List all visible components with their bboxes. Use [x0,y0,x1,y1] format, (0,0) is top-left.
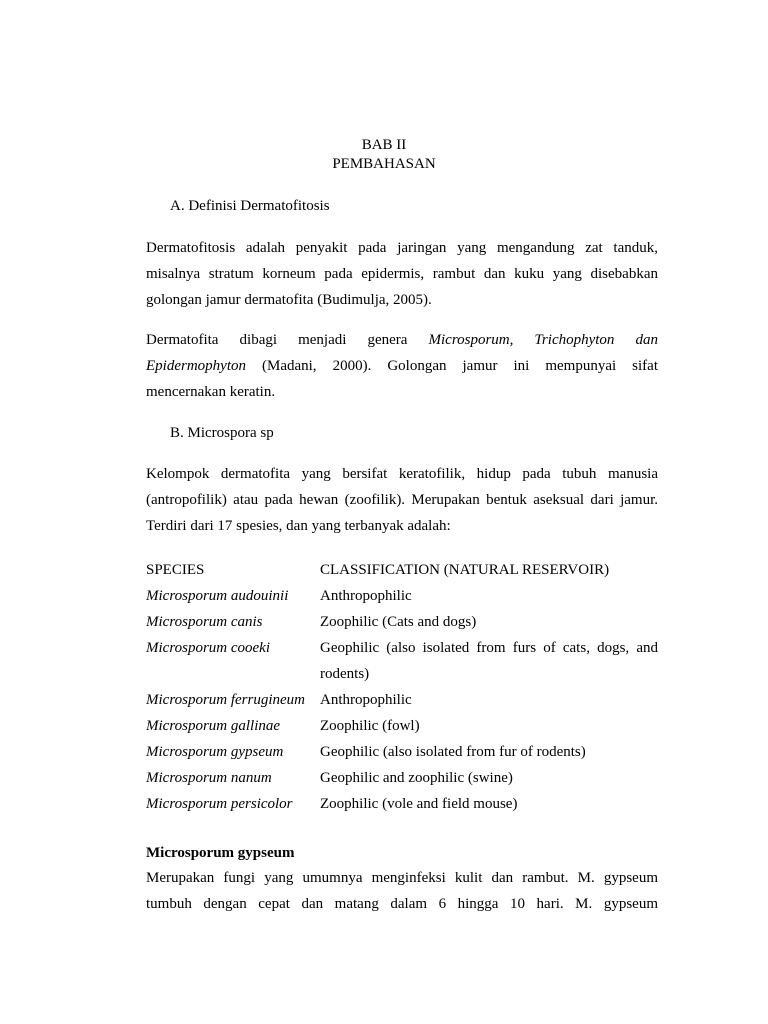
species-name: Microsporum nanum [146,770,272,786]
species-name: Microsporum audouinii [146,588,289,604]
section-b-heading: B. Microspora sp [170,425,274,441]
table-row [146,739,658,765]
species-table [146,557,658,817]
gypseum-heading: Microsporum gypseum [146,845,295,861]
classification: Zoophilic (vole and field mouse) [320,796,518,812]
classification: Geophilic (also isolated from fur of rodents) [320,744,586,760]
paragraph-line: Kelompok dermatofita yang bersifat keratofilik, hidup pada tubuh manusia [146,466,658,482]
chapter-number: BAB II [361,137,407,153]
classification: Zoophilic (fowl) [320,718,420,734]
classification: Zoophilic (Cats and dogs) [320,614,477,630]
classification-line: Geophilic (also isolated from furs of cats, dogs, and [320,640,658,656]
species-name: Microsporum persicolor [146,796,293,812]
classification [320,635,658,687]
classification: Geophilic and zoophilic (swine) [320,770,513,786]
section-a-paragraph-1 [146,235,658,313]
column-header-species: SPECIES [146,562,205,578]
classification: Anthropophilic [320,588,412,604]
species-name: Microsporum gallinae [146,718,281,734]
table-row [146,791,658,817]
species-name: Microsporum cooeki [146,640,270,656]
paragraph-line: misalnya stratum korneum pada epidermis, rambut dan kuku yang disebabkan [146,266,658,282]
table-row [146,635,658,687]
column-header-classification: CLASSIFICATION (NATURAL RESERVOIR) [320,562,610,578]
classification: Anthropophilic [320,692,412,708]
paragraph-line: golongan jamur dermatofita (Budimulja, 2005). [146,292,432,308]
paragraph-line [146,327,658,353]
table-row [146,583,658,609]
section-b-paragraph [146,461,658,539]
line-text: (Madani, 2000). Golongan jamur ini mempunyai sifat [245,358,658,374]
paragraph-line: tumbuh dengan cepat dan matang dalam 6 hingga 10 hari. M. gypseum [146,896,658,912]
species-name: Microsporum gypseum [146,744,284,760]
species-name: Microsporum ferrugineum [146,692,306,708]
gypseum-paragraph [146,865,658,917]
section-a-paragraph-2 [146,327,658,405]
paragraph-line: mencernakan keratin. [146,384,276,400]
species-name: Microsporum canis [146,614,263,630]
section-a-heading: A. Definisi Dermatofitosis [170,198,330,214]
table-row [146,687,658,713]
paragraph-line: Terdiri dari 17 spesies, dan yang terbanyak adalah: [146,518,451,534]
genus-name: Epidermophyton [146,358,246,374]
table-row [146,765,658,791]
chapter-title: PEMBAHASAN [332,156,436,172]
table-header-row [146,557,658,583]
genera-names: Microsporum, Trichophyton dan [428,332,658,348]
table-row [146,609,658,635]
paragraph-line [146,353,658,379]
classification-line: rodents) [320,666,370,682]
paragraph-line: Merupakan fungi yang umumnya menginfeksi kulit dan rambut. M. gypseum [146,870,658,886]
table-row [146,713,658,739]
paragraph-line: (antropofilik) atau pada hewan (zoofilik). Merupakan bentuk aseksual dari jamur. [146,492,658,508]
paragraph-line: Dermatofitosis adalah penyakit pada jaringan yang mengandung zat tanduk, [146,240,658,256]
line-text: Dermatofita dibagi menjadi genera [146,332,429,348]
